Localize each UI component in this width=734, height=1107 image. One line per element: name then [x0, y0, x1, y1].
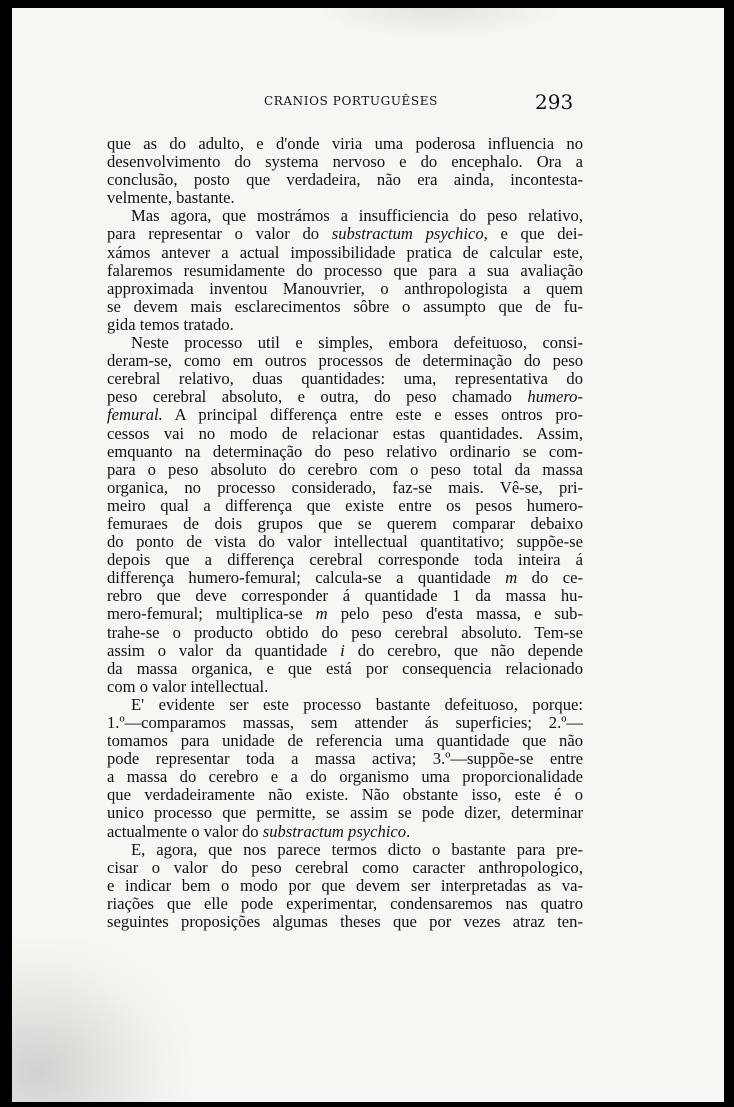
text-line: pode representar toda a massa activa; 3.º—suppõe-se entre [107, 749, 583, 769]
text-line: que verdadeiramente não existe. Não obstante isso, este é o [107, 785, 583, 805]
text-line: 1.º—comparamos massas, sem attender ás superficies; 2.º— [107, 713, 583, 732]
text-line: falaremos resumidamente do processo que para a sua avaliação [107, 260, 583, 280]
paragraph-1 [107, 135, 583, 207]
paragraph-5 [107, 841, 583, 931]
text-line: trahe-se o producto obtido do peso cerebral absoluto. Tem-se [107, 622, 583, 642]
text-line: desenvolvimento do systema nervoso e do encephalo. Ora a [107, 152, 583, 172]
page-number: 293 [535, 90, 574, 114]
paragraph-2 [107, 207, 583, 334]
text-line: depois que a differença cerebral corresponde toda inteira á [107, 550, 583, 570]
text-line: gida temos tratado. [107, 314, 234, 334]
text-line: E' evidente ser este processo bastante defeituoso, porque: [131, 694, 583, 714]
text-line: a massa do cerebro e a do organismo uma proporcionalidade [107, 767, 583, 787]
text-line: da massa organica, e que está por consequencia relacionado [107, 658, 583, 678]
text-line: tomamos para unidade de referencia uma quantidade que não [107, 731, 583, 751]
text-line: que as do adulto, e d'onde viria uma poderosa influencia no [107, 134, 583, 153]
text-line: deram-se, como em outros processos de determinação do peso [107, 351, 583, 371]
text-line: cerebral relativo, duas quantidades: uma, representativa do [107, 369, 583, 389]
text-line: para representar o valor do substractum psychico, e que dei- [107, 224, 583, 244]
text-line: para o peso absoluto do cerebro com o peso total da massa [107, 459, 583, 479]
text-line: Mas agora, que mostrámos a insufficiencia do peso relativo, [131, 206, 583, 226]
text-line: meiro qual a differença que existe entre os pesos humero- [107, 495, 583, 515]
text-line: conclusão, posto que verdadeira, não era ainda, incontesta- [107, 170, 583, 190]
page-smudge [12, 938, 192, 1102]
text-line: mero-femural; multiplica-se m pelo peso d'esta massa, e sub- [107, 604, 583, 624]
text-line: E, agora, que nos parece termos dicto o bastante para pre- [131, 839, 583, 859]
text-line: Neste processo util e simples, embora defeituoso, consi- [131, 333, 583, 353]
paragraph-3 [107, 334, 583, 696]
text-line: riações que elle pode experimentar, condensaremos nas quatro [107, 893, 583, 913]
text-line: assim o valor da quantidade i do cerebro, que não depende [107, 640, 583, 660]
text-line: emquanto na determinação do peso relativo ordinario se com- [107, 441, 583, 461]
text-line: femuraes de dois grupos que se querem comparar debaixo [107, 513, 583, 533]
running-title: CRANIOS PORTUGUÊSES [264, 94, 438, 108]
running-head [12, 90, 724, 114]
text-line: approximada inventou Manouvrier, o anthropologista a quem [107, 278, 583, 298]
text-line: seguintes proposições algumas theses que por vezes atraz ten- [107, 912, 583, 932]
text-line: rebro que deve corresponder á quantidade 1 da massa hu- [107, 586, 583, 606]
text-line: unico processo que permitte, se assim se pode dizer, determinar [107, 803, 583, 823]
text-line: com o valor intellectual. [107, 676, 269, 696]
text-line: se devem mais esclarecimentos sôbre o assumpto que de fu- [107, 296, 583, 316]
paragraph-4 [107, 696, 583, 841]
text-line: cisar o valor do peso cerebral como caracter anthropologico, [107, 857, 583, 877]
body-text [107, 135, 583, 931]
text-line: peso cerebral absoluto, e outra, do peso chamado humero- [107, 387, 583, 407]
text-line: xámos antever a actual impossibilidade pratica de calcular este, [107, 242, 583, 262]
text-line: velmente, bastante. [107, 188, 235, 208]
text-line: organica, no processo considerado, faz-se mais. Vê-se, pri- [107, 477, 583, 497]
text-line: cessos vai no modo de relacionar estas quantidades. Assim, [107, 423, 583, 443]
text-line: e indicar bem o modo por que devem ser interpretadas as va- [107, 875, 583, 895]
text-line: differença humero-femural; calcula-se a quantidade m do ce- [107, 568, 583, 588]
text-line: actualmente o valor do substractum psychico. [107, 821, 411, 841]
text-line: femural. A principal differença entre este e esses ontros pro- [107, 405, 583, 425]
book-page [12, 8, 724, 1102]
page-smudge-top [312, 8, 562, 38]
text-line: do ponto de vista do valor intellectual quantitativo; suppõe-se [107, 532, 583, 552]
